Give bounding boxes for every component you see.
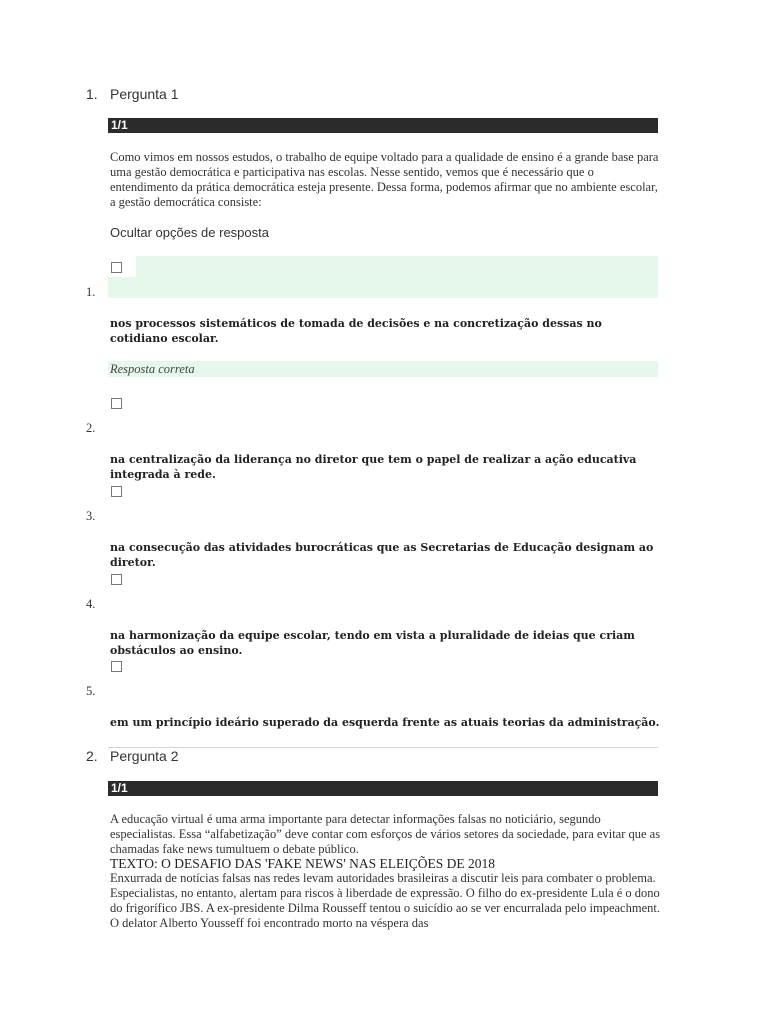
question-stem: Como vimos em nossos estudos, o trabalho de equipe voltado para a qualidade de ensino é a grande base para uma gestão democrática e participativa nas escolas. Nesse sentido, vemos que é necessário que o entendimento da prática democrática esteja presente. Dessa forma, podemos afirmar que no ambiente escolar, a gestão democrática consiste: [110, 150, 659, 209]
correct-answer-badge: Resposta correta [108, 361, 658, 377]
option-checkbox[interactable] [111, 398, 122, 409]
score-bar: 1/1 [108, 781, 658, 796]
text-body: Enxurrada de notícias falsas nas redes levam autoridades brasileiras a discutir leis para combater o problema. Especialistas, no entanto, alertam para riscos à liberdade de expressão. O filho do ex-presidente Lula é o dono do frigorífico JBS. A ex-presidente Dilma Rousseff tentou o suicídio ao se ver encurralada pelo impeachment. O delator Alberto Yousseff foi encontrado morto na véspera das [110, 871, 660, 930]
option-number: 5. [86, 684, 96, 698]
option-number: 2. [86, 421, 96, 435]
option-text[interactable]: em um princípio ideário superado da esquerda frente as atuais teorias da administração. [110, 716, 660, 729]
score-bar: 1/1 [108, 118, 658, 133]
option-text[interactable]: na consecução das atividades burocráticas que as Secretarias de Educação designam ao diretor. [110, 541, 654, 569]
hide-options-link[interactable]: Ocultar opções de resposta [110, 225, 269, 240]
question-title: Pergunta 1 [110, 86, 179, 102]
option-checkbox[interactable] [111, 486, 122, 497]
option-number: 3. [86, 509, 96, 523]
option-number: 4. [86, 597, 96, 611]
correct-option-highlight [108, 256, 658, 298]
question-title: Pergunta 2 [110, 748, 179, 764]
option-text[interactable]: na harmonização da equipe escolar, tendo em vista a pluralidade de ideias que criam obstáculos ao ensino. [110, 629, 635, 657]
option-text[interactable]: nos processos sistemáticos de tomada de decisões e na concretização dessas no cotidiano escolar. [110, 317, 602, 345]
question-number: 1. [86, 86, 98, 102]
question-number: 2. [86, 748, 98, 764]
question-stem: A educação virtual é uma arma importante para detectar informações falsas no noticiário, segundo especialistas. Essa “alfabetização” deve contar com esforços de vários setores da sociedade, para evitar que as chamadas fake news tumultuem o debate público. [110, 812, 661, 856]
question-divider [108, 747, 658, 748]
text-heading: TEXTO: O DESAFIO DAS 'FAKE NEWS' NAS ELEIÇÕES DE 2018 [110, 856, 495, 871]
option-checkbox[interactable] [111, 574, 122, 585]
option-checkbox[interactable] [111, 661, 122, 672]
option-number: 1. [86, 285, 96, 299]
option-text[interactable]: na centralização da liderança no diretor que tem o papel de realizar a ação educativa integrada à rede. [110, 453, 637, 481]
option-checkbox[interactable] [111, 262, 122, 273]
